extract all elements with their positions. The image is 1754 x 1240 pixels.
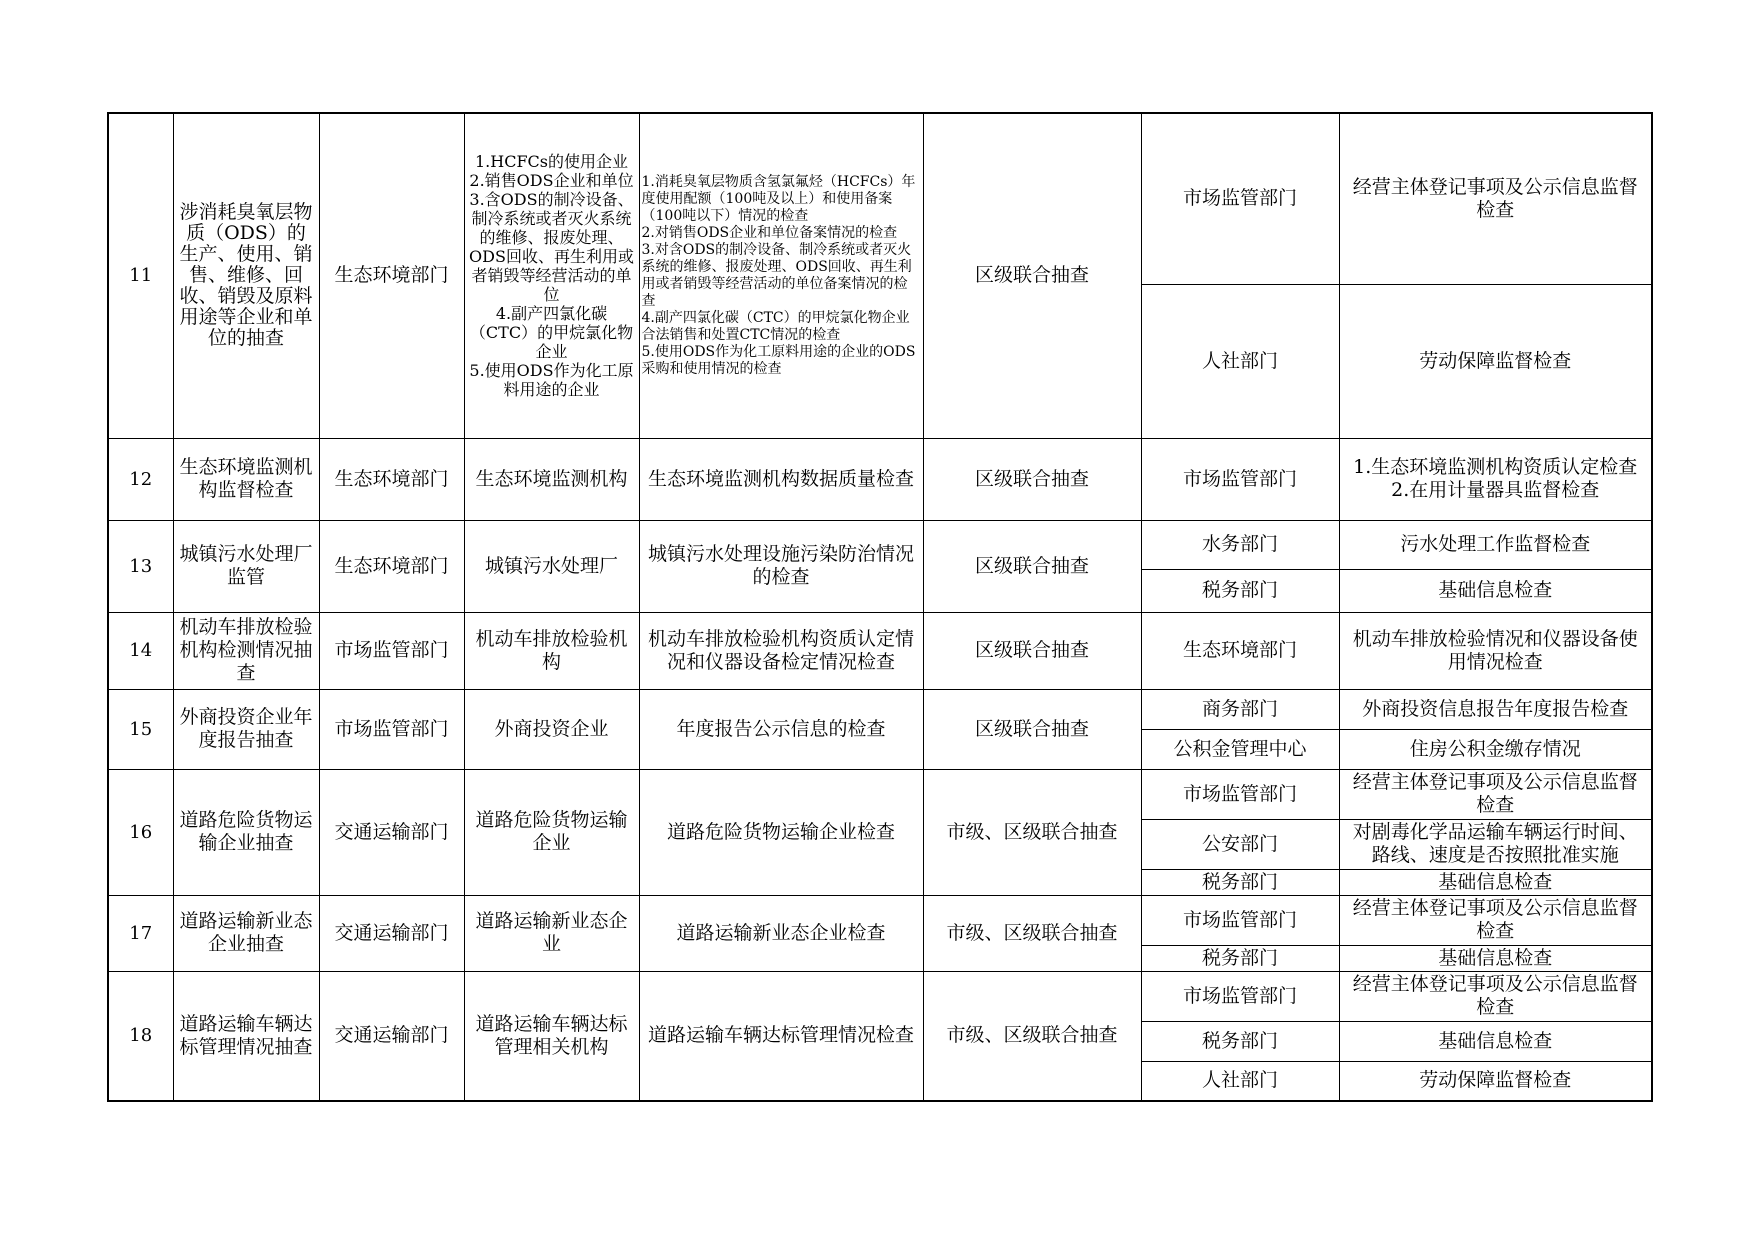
- inspection-item: 道路运输车辆达标管理情况抽查: [173, 971, 319, 1101]
- inspection-object: 道路运输车辆达标管理相关机构: [464, 971, 639, 1101]
- joint-department: 税务部门: [1141, 1021, 1339, 1061]
- joint-task: 劳动保障监督检查: [1339, 284, 1652, 438]
- joint-task: 1.生态环境监测机构资质认定检查 2.在用计量器具监督检查: [1339, 438, 1652, 520]
- lead-department: 市场监管部门: [319, 612, 464, 689]
- table-row: [108, 769, 1652, 819]
- inspection-method: 区级联合抽查: [923, 689, 1141, 769]
- inspection-method: 区级联合抽查: [923, 520, 1141, 612]
- inspection-object: 道路运输新业态企业: [464, 895, 639, 971]
- joint-task: 基础信息检查: [1339, 569, 1652, 612]
- inspection-object: 1.HCFCs的使用企业 2.销售ODS企业和单位 3.含ODS的制冷设备、制冷系统或者灭火系统的维修、报废处理、ODS回收、再生利用或者销毁等经营活动的单位 4.副产四氯化碳（CTC）的甲烷氯化物企业 5.使用ODS作为化工原料用途的企业: [464, 113, 639, 438]
- table-row: [108, 113, 1652, 284]
- inspection-item: 涉消耗臭氧层物 质（ODS）的生产、使用、销售、维修、回收、销毁及原料 用途等企业和单 位的抽查: [173, 113, 319, 438]
- row-number: 12: [108, 438, 173, 520]
- inspection-item: 道路危险货物运输企业抽查: [173, 769, 319, 895]
- row-number: 16: [108, 769, 173, 895]
- joint-task: 住房公积金缴存情况: [1339, 729, 1652, 769]
- inspection-content: 机动车排放检验机构资质认定情况和仪器设备检定情况检查: [639, 612, 923, 689]
- inspection-table: [107, 112, 1653, 1102]
- joint-department: 公安部门: [1141, 819, 1339, 869]
- table-row: [108, 520, 1652, 569]
- inspection-method: 区级联合抽查: [923, 113, 1141, 438]
- joint-department: 市场监管部门: [1141, 769, 1339, 819]
- inspection-content: 道路运输车辆达标管理情况检查: [639, 971, 923, 1101]
- inspection-item: 生态环境监测机构监督检查: [173, 438, 319, 520]
- joint-task: 污水处理工作监督检查: [1339, 520, 1652, 569]
- joint-task: 对剧毒化学品运输车辆运行时间、路线、速度是否按照批准实施: [1339, 819, 1652, 869]
- joint-department: 市场监管部门: [1141, 971, 1339, 1021]
- inspection-item: 外商投资企业年度报告抽查: [173, 689, 319, 769]
- row-number: 13: [108, 520, 173, 612]
- inspection-object: 生态环境监测机构: [464, 438, 639, 520]
- inspection-content: 生态环境监测机构数据质量检查: [639, 438, 923, 520]
- lead-department: 交通运输部门: [319, 971, 464, 1101]
- inspection-item: 道路运输新业态企业抽查: [173, 895, 319, 971]
- inspection-method: 市级、区级联合抽查: [923, 895, 1141, 971]
- inspection-method: 市级、区级联合抽查: [923, 769, 1141, 895]
- inspection-content: 1.消耗臭氧层物质含氢氯氟烃（HCFCs）年度使用配额（100吨及以上）和使用备案（100吨以下）情况的检查 2.对销售ODS企业和单位备案情况的检查 3.对含ODS的制冷设备、制冷系统或者灭火系统的维修、报废处理、ODS回收、再生利用或者销毁等经营活动的单位备案情况的检查 4.副产四氯化碳（CTC）的甲烷氯化物企业合法销售和处置CTC情况的检查 5.使用ODS作为化工原料用途的企业的ODS采购和使用情况的检查: [639, 113, 923, 438]
- joint-department: 生态环境部门: [1141, 612, 1339, 689]
- inspection-content: 城镇污水处理设施污染防治情况的检查: [639, 520, 923, 612]
- row-number: 15: [108, 689, 173, 769]
- joint-department: 商务部门: [1141, 689, 1339, 729]
- joint-department: 公积金管理中心: [1141, 729, 1339, 769]
- inspection-content: 道路危险货物运输企业检查: [639, 769, 923, 895]
- table-row: [108, 612, 1652, 689]
- joint-task: 机动车排放检验情况和仪器设备使用情况检查: [1339, 612, 1652, 689]
- joint-department: 税务部门: [1141, 569, 1339, 612]
- inspection-method: 区级联合抽查: [923, 612, 1141, 689]
- joint-department: 市场监管部门: [1141, 438, 1339, 520]
- row-number: 18: [108, 971, 173, 1101]
- table-row: [108, 689, 1652, 729]
- lead-department: 市场监管部门: [319, 689, 464, 769]
- joint-department: 水务部门: [1141, 520, 1339, 569]
- joint-department: 人社部门: [1141, 1061, 1339, 1101]
- joint-department: 人社部门: [1141, 284, 1339, 438]
- inspection-object: 城镇污水处理厂: [464, 520, 639, 612]
- inspection-content: 年度报告公示信息的检查: [639, 689, 923, 769]
- lead-department: 交通运输部门: [319, 769, 464, 895]
- row-number: 14: [108, 612, 173, 689]
- joint-department: 税务部门: [1141, 869, 1339, 895]
- inspection-content: 道路运输新业态企业检查: [639, 895, 923, 971]
- inspection-method: 市级、区级联合抽查: [923, 971, 1141, 1101]
- joint-task: 基础信息检查: [1339, 1021, 1652, 1061]
- inspection-object: 外商投资企业: [464, 689, 639, 769]
- joint-task: 经营主体登记事项及公示信息监督检查: [1339, 113, 1652, 284]
- lead-department: 交通运输部门: [319, 895, 464, 971]
- joint-task: 基础信息检查: [1339, 945, 1652, 971]
- row-number: 17: [108, 895, 173, 971]
- table-row: [108, 971, 1652, 1021]
- joint-task: 经营主体登记事项及公示信息监督检查: [1339, 895, 1652, 945]
- inspection-object: 机动车排放检验机构: [464, 612, 639, 689]
- lead-department: 生态环境部门: [319, 113, 464, 438]
- inspection-method: 区级联合抽查: [923, 438, 1141, 520]
- inspection-item: 城镇污水处理厂监管: [173, 520, 319, 612]
- joint-task: 劳动保障监督检查: [1339, 1061, 1652, 1101]
- joint-task: 基础信息检查: [1339, 869, 1652, 895]
- table-row: [108, 895, 1652, 945]
- row-number: 11: [108, 113, 173, 438]
- joint-task: 经营主体登记事项及公示信息监督检查: [1339, 769, 1652, 819]
- lead-department: 生态环境部门: [319, 438, 464, 520]
- joint-department: 市场监管部门: [1141, 113, 1339, 284]
- inspection-item: 机动车排放检验机构检测情况抽查: [173, 612, 319, 689]
- joint-department: 市场监管部门: [1141, 895, 1339, 945]
- table-row: [108, 438, 1652, 520]
- lead-department: 生态环境部门: [319, 520, 464, 612]
- inspection-object: 道路危险货物运输企业: [464, 769, 639, 895]
- joint-task: 外商投资信息报告年度报告检查: [1339, 689, 1652, 729]
- joint-department: 税务部门: [1141, 945, 1339, 971]
- joint-task: 经营主体登记事项及公示信息监督检查: [1339, 971, 1652, 1021]
